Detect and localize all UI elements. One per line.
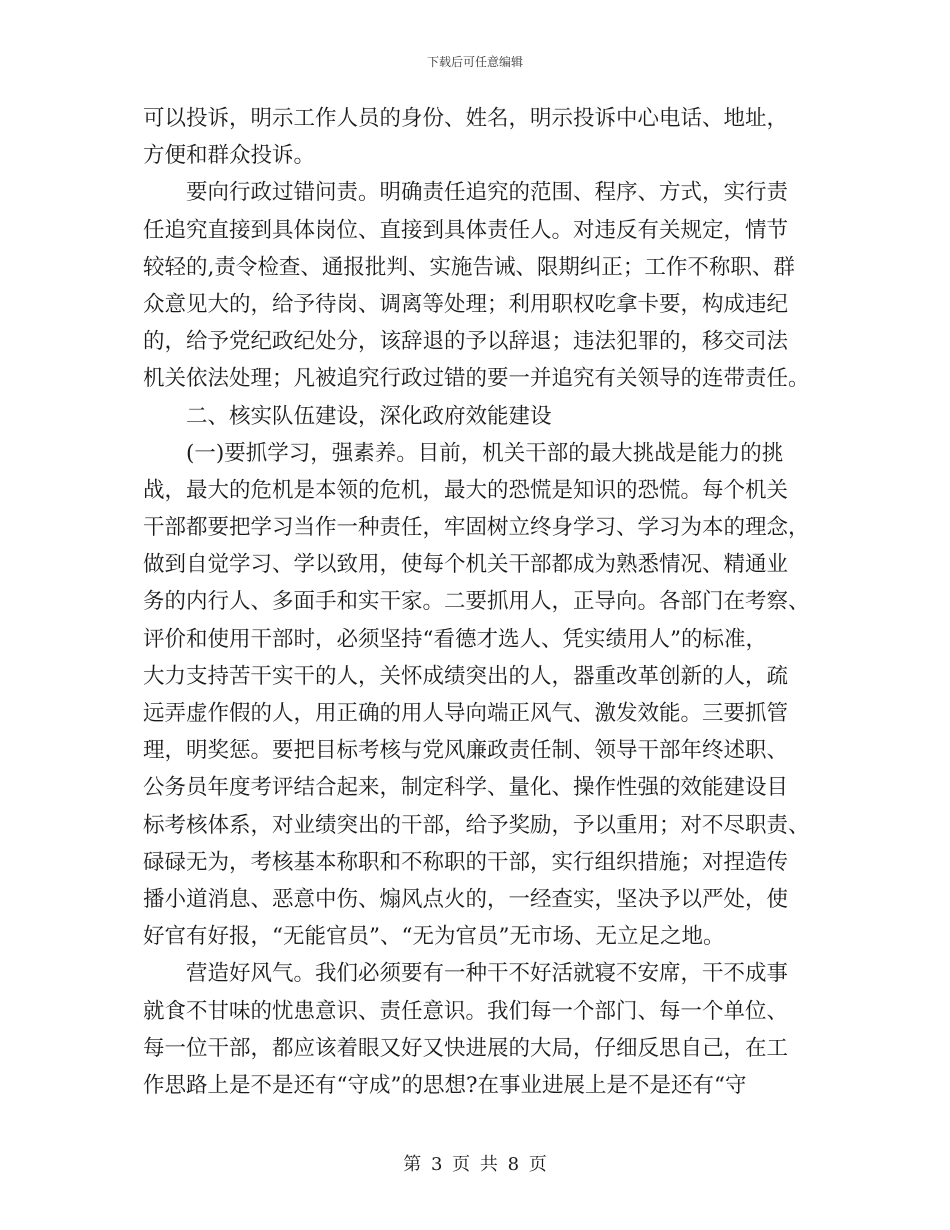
text-line: 战，最大的危机是本领的危机，最大的恐慌是知识的恐慌。每个机关 bbox=[143, 477, 789, 503]
text-line: 远弄虚作假的人，用正确的用人导向端正风气、激发效能。三要抓管 bbox=[143, 701, 789, 726]
text-line: 标考核体系，对业绩突出的干部，给予奖励，予以重用；对不尽职责、 bbox=[143, 812, 810, 838]
text-line: 大力支持苦干实干的人，关怀成绩突出的人，器重改革创新的人，疏 bbox=[143, 663, 789, 689]
text-line: 可以投诉，明示工作人员的身份、姓名，明示投诉中心电话、地址， bbox=[143, 106, 789, 131]
text-line: 就食不甘味的忧患意识、责任意识。我们每一个部门、每一个单位、 bbox=[143, 998, 789, 1024]
document-body bbox=[143, 100, 810, 1104]
text-line: 做到自觉学习、学以致用，使每个机关干部都成为熟悉情况、精通业 bbox=[143, 552, 789, 578]
paragraph-start-line: 营造好风气。我们必须要有一种干不好活就寝不安席，干不成事 bbox=[186, 961, 789, 987]
paragraph-start-line: 要向行政过错问责。明确责任追究的范围、程序、方式，实行责 bbox=[186, 180, 789, 206]
text-line: 方便和群众投诉。 bbox=[143, 143, 316, 169]
text-line: 作思路上是不是还有“守成”的思想?在事业进展上是不是还有“守 bbox=[143, 1072, 747, 1098]
text-line: 的，给予党纪政纪处分，该辞退的予以辞退；违法犯罪的，移交司法 bbox=[143, 329, 789, 355]
section-heading: 二、核实队伍建设，深化政府效能建设 bbox=[186, 403, 552, 429]
text-line: 每一位干部，都应该着眼又好又快进展的大局，仔细反思自己，在工 bbox=[143, 1035, 789, 1061]
text-line: 较轻的,责令检查、通报批判、实施告诫、限期纠正；工作不称职、群 bbox=[143, 254, 795, 280]
text-line: 任追究直接到具体岗位、直接到具体责任人。对违反有关规定，情节 bbox=[143, 217, 789, 243]
text-line: 公务员年度考评结合起来，制定科学、量化、操作性强的效能建设目 bbox=[143, 775, 789, 801]
text-line: 播小道消息、恶意中伤、煽风点火的，一经查实，坚决予以严处，使 bbox=[143, 886, 789, 912]
text-line: 好官有好报，“无能官员”、“无为官员”无市场、无立足之地。 bbox=[143, 924, 725, 950]
page-header: 下载后可任意编辑 bbox=[426, 55, 523, 69]
page-footer: 第 3 页 共 8 页 bbox=[403, 1154, 547, 1175]
text-line: 理，明奖惩。要把目标考核与党风廉政责任制、领导干部年终述职、 bbox=[143, 738, 789, 764]
text-line: 评价和使用干部时，必须坚持“看德才选人、凭实绩用人”的标准， bbox=[143, 626, 767, 652]
paragraph-start-line: (一)要抓学习，强素养。目前，机关干部的最大挑战是能力的挑 bbox=[186, 440, 784, 466]
text-line: 干部都要把学习当作一种责任，牢固树立终身学习、学习为本的理念， bbox=[143, 515, 810, 541]
text-line: 机关依法处理；凡被追究行政过错的要一并追究有关领导的连带责任。 bbox=[143, 366, 810, 392]
text-line: 务的内行人、多面手和实干家。二要抓用人，正导向。各部门在考察、 bbox=[143, 589, 810, 615]
text-line: 碌碌无为，考核基本称职和不称职的干部，实行组织措施；对捏造传 bbox=[143, 849, 789, 875]
text-line: 众意见大的，给予待岗、调离等处理；利用职权吃拿卡要，构成违纪 bbox=[143, 291, 789, 317]
